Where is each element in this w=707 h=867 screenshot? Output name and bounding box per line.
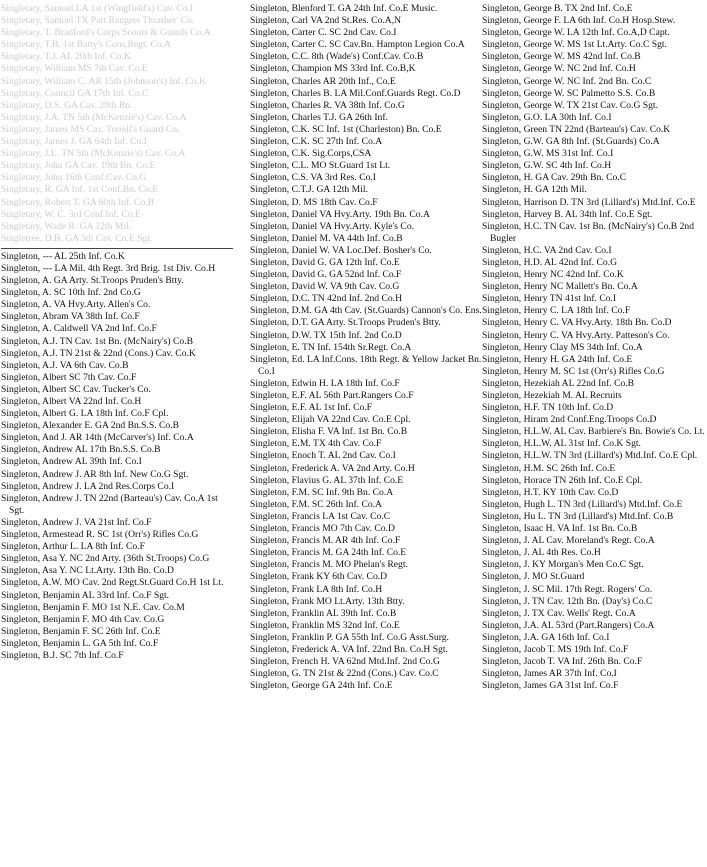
index-entry: Singleton, Daniel VA Hvy.Arty. 19th Bn. Co.A [250,208,430,220]
index-entry: Singleton, Henry TN 41st Inf. Co.I [482,293,617,305]
index-entry: Singleton, Charles AR 20th Inf., Co.E [250,75,396,87]
index-entry: Singleton, Charles T.J. GA 26th Inf. [250,111,388,123]
index-entry: Singletary, Samuel LA 1st (Wingfield's) Cav. Co.I [1,3,194,14]
index-entry: Singleton, Albert SC 7th Cav. Co.F [1,371,137,383]
index-entry: Singletary, William MS 7th Cav. Co.E [1,63,148,75]
index-entry: Singletary, Robert T. GA 60th Inf. Co.B [1,196,155,208]
index-entry: Singleton, Francis M. GA 24th Inf. Co.E [250,547,407,559]
index-entry: Singleton, Charles R. VA 38th Inf. Co.G [250,99,405,111]
index-entry: Singleton, George W. NC 2nd Inf. Co.H [482,63,636,75]
index-entry: Singleton, H.D. AL 42nd Inf. Co.G [482,256,618,268]
index-entry: Singleton, Charles B. LA Mil.Conf.Guards Regt. Co.D [250,87,461,99]
index-entry: Singleton, --- LA Mil. 4th Regt. 3rd Brig. 1st Div. Co.H [1,262,216,274]
index-entry: Singleton, Hu L. TN 3rd (Lillard's) Mtd.Inf. Co.B [482,510,674,522]
index-entry: Singleton, G.O. LA 30th Inf. Co.I [482,111,612,123]
index-entry: Singleton, Horace TN 26th Inf. Co.E Cpl. [482,474,643,486]
index-entry: Singleton, Carter C. SC Cav.Bn. Hampton Legion Co.A [250,39,465,51]
index-entry: Singleton, J. TN Cav. 12th Bn. (Day's) Co.C [482,595,653,607]
index-entry: Singleton, A. GA Arty. St.Troops Pruden's Btty. [1,275,184,287]
index-entry: Singleton, J. TX Cav. Wells' Regt. Co.A [482,607,636,619]
index-entry: Singleton, Abram VA 38th Inf. Co.F [1,311,140,323]
index-entry: Singleton, J. MO St.Guard [482,571,585,583]
index-entry: Singleton, D.M. GA 4th Cav. (St.Guards) Cannon's Co. Ens. [250,305,482,317]
index-entry: Singleton, E.F. AL 1st Inf. Co.F [250,402,373,414]
index-entry: Singleton, A.J. TN 21st & 22nd (Cons.) Cav. Co.K [1,347,196,359]
index-entry: Singleton, Henry NC 42nd Inf. Co.K [482,269,624,281]
index-entry: Singleton, E. TN Inf. 154th Sr.Regt. Co.A [250,341,412,353]
index-entry: Singleton, Francis LA 1st Cav. Co.C [250,510,391,522]
index-entry: Singletary, R. GA Inf. 1st Conf.Bn. Co.E [1,184,159,196]
index-entry: Singleton, J. AL Cav. Moreland's Regt. Co.A [482,535,655,547]
index-entry: Singleton, George B. TX 2nd Inf. Co.E [482,3,633,14]
index-entry: Singleton, Flavius G. AL 37th Inf. Co.E [250,474,404,486]
index-entry: Singleton, And J. AR 14th (McCarver's) Inf. Co.A [1,432,194,444]
index-entry: Singleton, Blenford T. GA 24th Inf. Co.E Music. [250,3,438,14]
index-entry: Singleton, Jacob T. VA Inf. 26th Bn. Co.F [482,656,643,668]
index-entry: Singleton, Asa Y. NC 2nd Arty. (36th St.Troops) Co.G [1,553,210,565]
index-entry: Singleton, J.A. AL 53rd (Part.Rangers) Co.A [482,619,655,631]
index-entry: Singleton, G.W. MS 31st Inf. Co.I [482,148,614,160]
index-entry: Singleton, Arthur L. LA 8th Inf. Co.F [1,541,145,553]
index-entry: Singleton, David G. GA 12th Inf. Co.E [250,256,400,268]
index-entry: Singleton, George W. SC Palmetto S.S. Co.B [482,87,656,99]
index-entry: Singleton, E.M. TX 4th Cav. Co.F [250,438,382,450]
index-entry: Singleton, Frank KY 6th Cav. Co.D [250,571,388,583]
index-entry: Singleton, C.K. SC 27th Inf. Co.A [250,136,383,148]
index-entry: Singleton, Asa Y. NC Lt.Arty. 13th Bn. Co.D [1,565,174,577]
index-entry: Singleton, H.L.W. AL 31st Inf. Co.K Sgt. [482,438,641,450]
index-entry: Singleton, Hezekiah AL 22nd Inf. Co.B [482,377,635,389]
index-entry: Singletary, D.S. GA Cav. 29th Bn. [1,99,133,111]
index-entry: Singleton, Harrison D. TN 3rd (Lillard's) Mtd.Inf. Co.E [482,196,696,208]
index-entry: Singleton, James GA 31st Inf. Co.F [482,680,619,692]
index-entry: Singleton, G.W. SC 4th Inf. Co.H [482,160,612,172]
index-entry: Singletary, J.L. TN 5th (McKenzie's) Cav. Co.A [1,148,186,160]
index-entry: Singleton, C.S. VA 3rd Res. Co.I [250,172,376,184]
index-entry: Singleton, Albert G. LA 18th Inf. Co.F Cpl. [1,408,169,420]
index-entry: Singleton, Andrew J. AR 8th Inf. New Co.G Sgt. [1,468,189,480]
index-entry: Singleton, George W. TX 21st Cav. Co.G Sgt. [482,99,658,111]
column-1 [1,3,233,662]
index-entry: Singleton, F.M. SC 26th Inf. Co.A [250,498,382,510]
index-entry: Singleton, Andrew J. TN 22nd (Barteau's) Cav. Co.A 1st Sgt. [1,492,218,516]
index-entry: Singleton, Hiram 2nd Conf.Eng.Troops Co.D [482,414,657,426]
index-entry: Singleton, Daniel VA Hvy.Arty. Kyle's Co. [250,220,415,232]
index-entry: Singleton, C.C. 8th (Wade's) Conf.Cav. Co.B [250,51,424,63]
index-entry: Singleton, Francis MO 7th Cav. Co.D [250,523,395,535]
index-entry: Singleton, A.J. TN Cav. 1st Bn. (McNairy's) Co.B [1,335,194,347]
index-entry: Singleton, A. SC 10th Inf. 2nd Co.G [1,287,141,299]
index-entry: Singleton, Franklin AL 39th Inf. Co.B [250,607,397,619]
column-1-entries [1,251,233,662]
index-entry: Singletary, J.A. TN 5th (McKenzie's) Cav. Co.A [1,111,187,123]
index-entry: Singleton, D. MS 18th Cav. Co.F [250,196,378,208]
index-entry: Singleton, D.W. TX 15th Inf. 2nd Co.D [250,329,402,341]
index-entry: Singleton, H.C. TN Cav. 1st Bn. (McNairy's) Co.B 2nd Bugler [482,220,694,244]
index-entry: Singleton, H.F. TN 10th Inf. Co.D [482,402,614,414]
index-entry: Singleton, Albert VA 22nd Inf. Co.H [1,396,142,407]
index-entry: Singleton, Elijah VA 22nd Cav. Co.E Cpl. [250,414,411,426]
index-entry: Singleton, Francis M. AR 4th Inf. Co.F [250,535,401,547]
index-entry: Singleton, Henry M. SC 1st (Orr's) Rifles Co.G [482,365,665,377]
index-entry: Singleton, Benjamin F. SC 26th Inf. Co.E [1,625,161,637]
index-entry: Singleton, Henry C. VA Hvy.Arty. Patteson's Co. [482,329,670,341]
index-entry: Singleton, A. VA Hvy.Arty. Allen's Co. [1,299,151,311]
index-entry: Singleton, James AR 37th Inf. Co.I [482,668,617,680]
index-entry: Singleton, E.F. AL 56th Part.Rangers Co.F [250,390,414,401]
index-entry: Singleton, David W. VA 9th Cav. Co.G [250,281,400,293]
index-entry: Singleton, Green TN 22nd (Barteau's) Cav. Co.K [482,123,671,135]
index-entry: Singleton, Edwin H. LA 18th Inf. Co.F [250,377,400,389]
index-entry: Singletary, John 16th Conf.Cav. Co.G [1,172,147,184]
index-entry: Singleton, H.C. VA 2nd Cav. Co.I [482,244,612,256]
index-entry: Singletary, Council GA 17th Inf. Co.C [1,87,149,99]
faded-entries [1,3,233,245]
index-entry: Singleton, Isaac H. VA Inf. 1st Bn. Co.B [482,523,638,535]
index-entry: Singleton, Daniel M. VA 44th Inf. Co.B [250,232,403,244]
index-entry: Singleton, C.K. SC Inf. 1st (Charleston) Bn. Co.E [250,123,442,135]
index-entry: Singleton, J. KY Morgan's Men Co.C Sgt. [482,559,644,571]
index-entry: Singleton, J.A. GA 16th Inf. Co.I [482,631,610,643]
index-entry: Singleton, G. TN 21st & 22nd (Cons.) Cav. Co.C [250,668,439,680]
index-entry: Singleton, George W. MS 42nd Inf. Co.B [482,51,641,63]
index-entry: Singletary, T. Bradford's Corps Scouts & Guards Co.A [1,27,211,39]
index-entry: Singleton, George F. LA 6th Inf. Co.H Hosp.Stew. [482,15,676,27]
index-entry: Singleton, Henry Clay MS 34th Inf. Co.A [482,341,643,353]
index-entry: Singleton, Carl VA 2nd St.Res. Co.A,N [250,15,402,27]
index-entry: Singleton, Frederick A. VA Inf. 22nd Bn. Co.H Sgt. [250,643,448,655]
index-entry: Singleton, Alexander E. GA 2nd Bn.S.S. Co.B [1,420,180,432]
column-3 [482,3,707,692]
index-entry: Singleton, Franklin MS 32nd Inf. Co.E [250,619,400,631]
index-entry: Singleton, Frank MO Lt.Arty. 13th Btty. [250,595,405,607]
index-entry: Singleton, H.M. SC 26th Inf. Co.E [482,462,616,474]
index-entry: Singleton, Armestead R. SC 1st (Orr's) Rifles Co.G [1,529,199,541]
index-entry: Singleton, H.L.W. AL Cav. Barbiere's Bn. Bowie's Co. Lt. [482,426,705,438]
index-entry: Singletary, T.B. 1st Batty's Cons.Regt. Co.A [1,39,171,51]
index-entry: Singletary, James J. GA 64th Inf. Co.I [1,136,147,148]
index-entry: Singleton, French H. VA 62nd Mtd.Inf. 2nd Co.G [250,656,440,668]
index-entry: Singletary, W. C. 3rd Conf.Inf. Co.E [1,208,141,220]
index-entry: Singleton, David G. GA 52nd Inf. Co.F [250,269,402,281]
index-entry: Singleton, C.L. MO St.Guard 1st Lt. [250,160,391,172]
index-entry: Singleton, Jacob T. MS 19th Inf. Co.F [482,643,629,655]
index-entry: Singletary, T.J. AL 20th Inf. Co.K [1,51,131,63]
index-entry: Singleton, --- AL 25th Inf. Co.K [1,250,125,262]
index-entry: Singletree, D.B. GA 5th Cav. Co.E Sgt. [1,232,153,244]
index-entry: Singleton, C.K. Sig.Corps,CSA [250,148,372,160]
divider-rule [1,248,233,249]
index-entry: Singleton, Ed. LA Inf.Cons. 18th Regt. & Yellow Jacket Bn. Co.I [250,353,482,377]
index-entry: Singleton, Franklin P. GA 55th Inf. Co.G Asst.Surg. [250,631,449,643]
index-entry: Singletary, James MS Cav. Terrell's Guard Co. [1,123,180,135]
index-entry: Singleton, A.J. VA 6th Cav. Co.B [1,359,129,371]
index-entry: Singleton, Frederick A. VA 2nd Arty. Co.H [250,462,415,474]
index-entry: Singleton, Harvey B. AL 34th Inf. Co.E Sgt. [482,208,653,220]
index-entry: Singleton, Albert SC Cav. Tucker's Co. [1,383,151,395]
index-entry: Singleton, George W. NC Inf. 2nd Bn. Co.C [482,75,652,87]
column-2-entries [250,3,482,692]
index-entry: Singleton, George W. LA 12th Inf. Co.A,D Capt. [482,27,670,39]
index-entry: Singletary, William C. AR 15th (Johnson's) Inf. Co.K [1,75,206,87]
index-entry: Singleton, Andrew J. LA 2nd Res.Corps Co.I [1,480,175,492]
index-entry: Singleton, F.M. SC Inf. 9th Bn. Co.A [250,486,394,498]
index-entry: Singletary, Wade R. GA 12th Mil. [1,220,132,232]
index-entry: Singleton, H. GA 12th Mil. [482,184,587,196]
index-entry: Singleton, A.W. MO Cav. 2nd Regt.St.Guard Co.H 1st Lt. [1,577,224,589]
index-entry: Singleton, Benjamin L. GA 5th Inf. Co.F [1,637,159,649]
index-entry: Singleton, Henry H. GA 24th Inf. Co.E [482,353,633,365]
index-entry: Singleton, Champion MS 33rd Inf. Co.B,K [250,63,416,75]
index-entry: Singleton, Henry NC Mallett's Bn. Co.A [482,281,638,293]
index-entry: Singleton, Hezekiah M. AL Recruits [482,390,622,401]
index-entry: Singleton, Hugh L. TN 3rd (Lillard's) Mtd.Inf. Co.E [482,498,683,510]
index-entry: Singleton, Henry C. VA Hvy.Arty. 18th Bn. Co.D [482,317,672,329]
index-entry: Singleton, D.C. TN 42nd Inf. 2nd Co.H [250,293,402,305]
index-entry: Singleton, Andrew J. VA 21st Inf. Co.F [1,516,152,528]
index-entry: Singleton, Andrew AL 39th Inf. Co.I [1,456,142,468]
index-entry: Singleton, H.L.W. TN 3rd (Lillard's) Mtd.Inf. Co.E Cpl. [482,450,698,462]
index-entry: Singleton, J. AL 4th Res. Co.H [482,547,601,559]
index-entry: Singleton, C.T.J. GA 12th Mil. [250,184,368,196]
index-entry: Singleton, H. GA Cav. 29th Bn. Co.C [482,172,627,184]
index-entry: Singleton, Henry C. LA 18th Inf. Co.F [482,305,631,317]
index-entry: Singleton, Andrew AL 17th Bn.S.S. Co.B [1,444,161,456]
index-entry: Singleton, Daniel W. VA Loc.Def. Bosher's Co. [250,244,432,256]
index-entry: Singleton, J. SC Mil. 17th Regt. Rogers' Co. [482,583,653,595]
index-entry: Singletary, Samuel TX Part.Rangers Thrasher' Co. [1,15,195,27]
index-entry: Singleton, A. Caldwell VA 2nd Inf. Co.F [1,323,157,335]
index-entry: Singleton, Benjamin AL 33rd Inf. Co.F Sgt. [1,589,170,601]
index-entry: Singleton, Francis M. MO Phelan's Regt. [250,559,408,571]
index-entry: Singleton, Carter C. SC 2nd Cav. Co.I [250,27,397,39]
index-entry: Singleton, H.T. KY 10th Cav. Co.D [482,486,619,498]
index-entry: Singleton, G.W. GA 8th Inf. (St.Guards) Co.A [482,136,660,148]
index-entry: Singleton, George GA 24th Inf. Co.E [250,680,393,692]
index-entry: Singletary, John GA Cav. 19th Bn. Co.E [1,160,156,172]
index-entry: Singleton, Elisha F. VA Inf. 1st Bn. Co.B [250,426,408,438]
index-entry: Singleton, Enoch T. AL 2nd Cav. Co.I [250,450,396,462]
index-entry: Singleton, Frank LA 8th Inf. Co.H [250,583,383,595]
index-entry: Singleton, B.J. SC 7th Inf. Co.F [1,649,124,661]
index-entry: Singleton, D.T. GA Arty. St.Troops Pruden's Btty. [250,317,441,329]
index-entry: Singleton, George W. MS 1st Lt.Arty. Co.C Sgt. [482,39,667,51]
index-entry: Singleton, Benjamin F. MO 4th Cav. Co.G [1,613,165,625]
column-3-entries [482,3,707,692]
index-entry: Singleton, Benjamin F. MO 1st N.E. Cav. Co.M [1,601,185,613]
column-2 [250,3,482,692]
